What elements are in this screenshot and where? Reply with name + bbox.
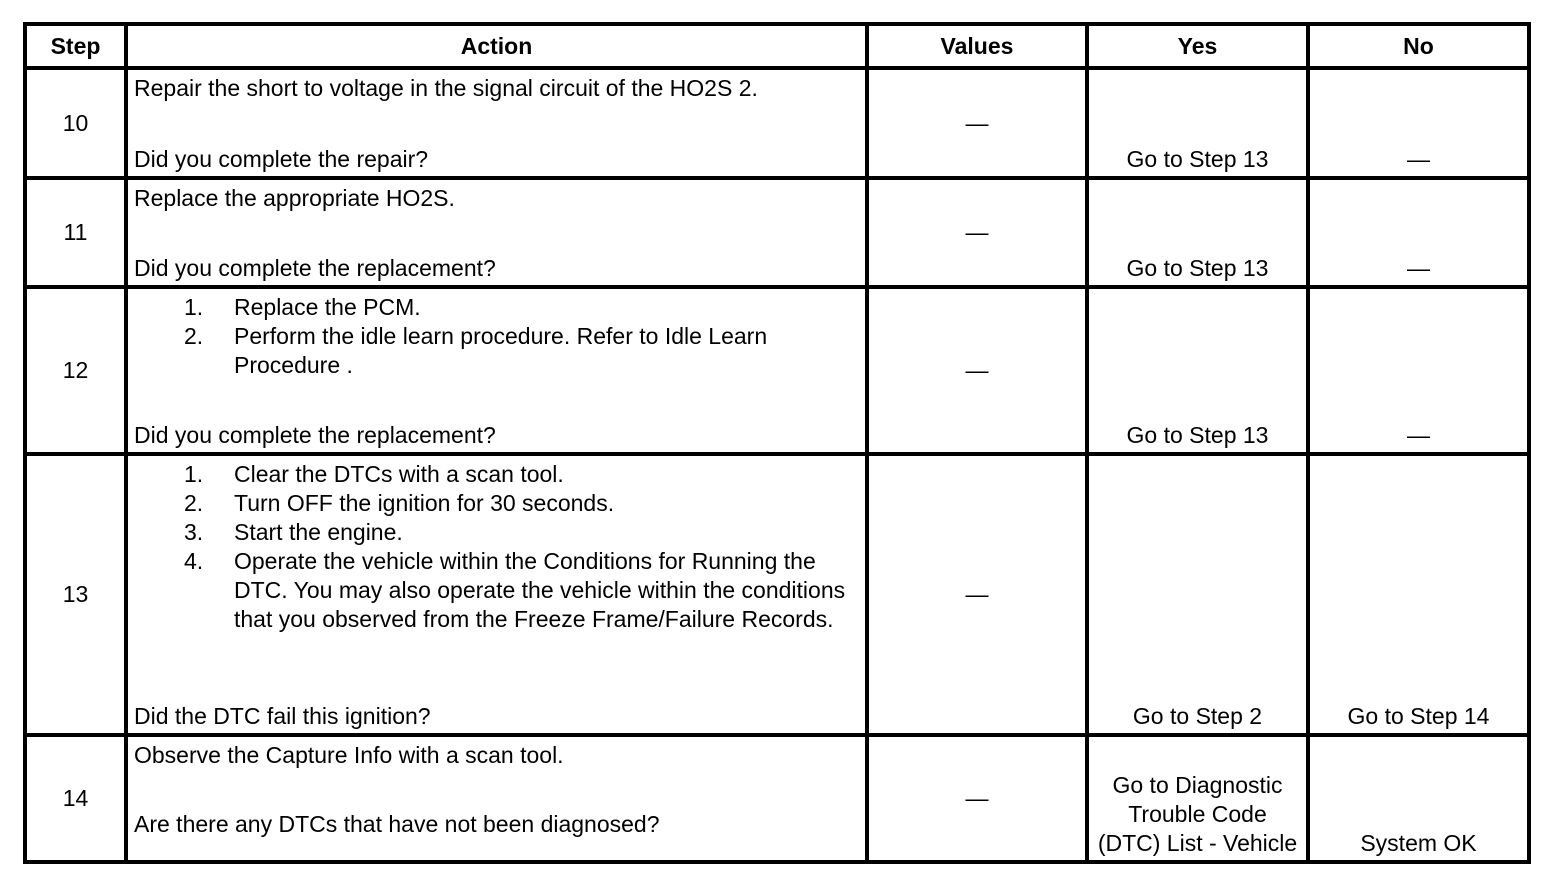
list-item-text: Start the engine. <box>234 519 403 545</box>
header-step: Step <box>25 24 126 68</box>
list-item <box>134 547 859 634</box>
list-item-number: 2. <box>184 323 204 349</box>
list-item-number: 3. <box>184 519 204 545</box>
list-item-text: Turn OFF the ignition for 30 seconds. <box>234 490 615 516</box>
values-cell: — <box>867 287 1087 454</box>
action-question: Did the DTC fail this ignition? <box>134 703 431 729</box>
header-yes: Yes <box>1087 24 1308 68</box>
list-item-number: 4. <box>184 548 204 574</box>
list-item-text: Perform the idle learn procedure. Refer to Idle Learn Procedure . <box>234 323 768 378</box>
values-cell: — <box>867 68 1087 178</box>
yes-cell: Go to Step 2 <box>1087 454 1308 735</box>
no-cell: — <box>1308 178 1529 287</box>
list-item <box>134 293 859 322</box>
action-cell <box>126 735 867 862</box>
yes-cell: Go to Step 13 <box>1087 68 1308 178</box>
action-question: Did you complete the repair? <box>134 146 429 172</box>
values-cell: — <box>867 454 1087 735</box>
step-number: 14 <box>25 735 126 862</box>
action-steps-list <box>134 293 859 380</box>
list-item-number: 1. <box>184 461 204 487</box>
header-no: No <box>1308 24 1529 68</box>
list-item-number: 1. <box>184 294 204 320</box>
step-number: 12 <box>25 287 126 454</box>
action-question: Did you complete the replacement? <box>134 255 496 281</box>
list-item-text: Replace the PCM. <box>234 294 421 320</box>
values-cell: — <box>867 178 1087 287</box>
action-text: Repair the short to voltage in the signal circuit of the HO2S 2. <box>134 75 758 101</box>
list-item-text: Clear the DTCs with a scan tool. <box>234 461 564 487</box>
list-item <box>134 489 859 518</box>
yes-cell: Go to Step 13 <box>1087 287 1308 454</box>
header-values: Values <box>867 24 1087 68</box>
action-steps-list <box>134 460 859 634</box>
step-number: 10 <box>25 68 126 178</box>
yes-cell: Go to Step 13 <box>1087 178 1308 287</box>
yes-cell: Go to Diagnostic Trouble Code (DTC) List - Vehicle <box>1087 735 1308 862</box>
action-cell <box>126 287 867 454</box>
list-item <box>134 322 859 380</box>
list-item-number: 2. <box>184 490 204 516</box>
action-text: Replace the appropriate HO2S. <box>134 185 455 211</box>
action-cell <box>126 454 867 735</box>
list-item <box>134 518 859 547</box>
header-action: Action <box>126 24 867 68</box>
step-number: 13 <box>25 454 126 735</box>
list-item-text: Operate the vehicle within the Conditions for Running the DTC. You may also operate the vehicle within the conditions that you observed from the Freeze Frame/Failure Records. <box>234 548 846 632</box>
table-row <box>25 178 1529 287</box>
table-row <box>25 287 1529 454</box>
step-number: 11 <box>25 178 126 287</box>
action-question: Did you complete the replacement? <box>134 422 496 448</box>
action-question: Are there any DTCs that have not been diagnosed? <box>134 811 660 837</box>
action-cell <box>126 68 867 178</box>
table-row <box>25 735 1529 862</box>
header-row <box>25 24 1529 68</box>
list-item <box>134 460 859 489</box>
table-row <box>25 68 1529 178</box>
no-cell: — <box>1308 68 1529 178</box>
no-cell: Go to Step 14 <box>1308 454 1529 735</box>
table-row <box>25 454 1529 735</box>
no-cell: System OK <box>1308 735 1529 862</box>
action-cell <box>126 178 867 287</box>
no-cell: — <box>1308 287 1529 454</box>
diagnostic-table <box>23 22 1531 864</box>
values-cell: — <box>867 735 1087 862</box>
action-text: Observe the Capture Info with a scan tool. <box>134 742 564 768</box>
